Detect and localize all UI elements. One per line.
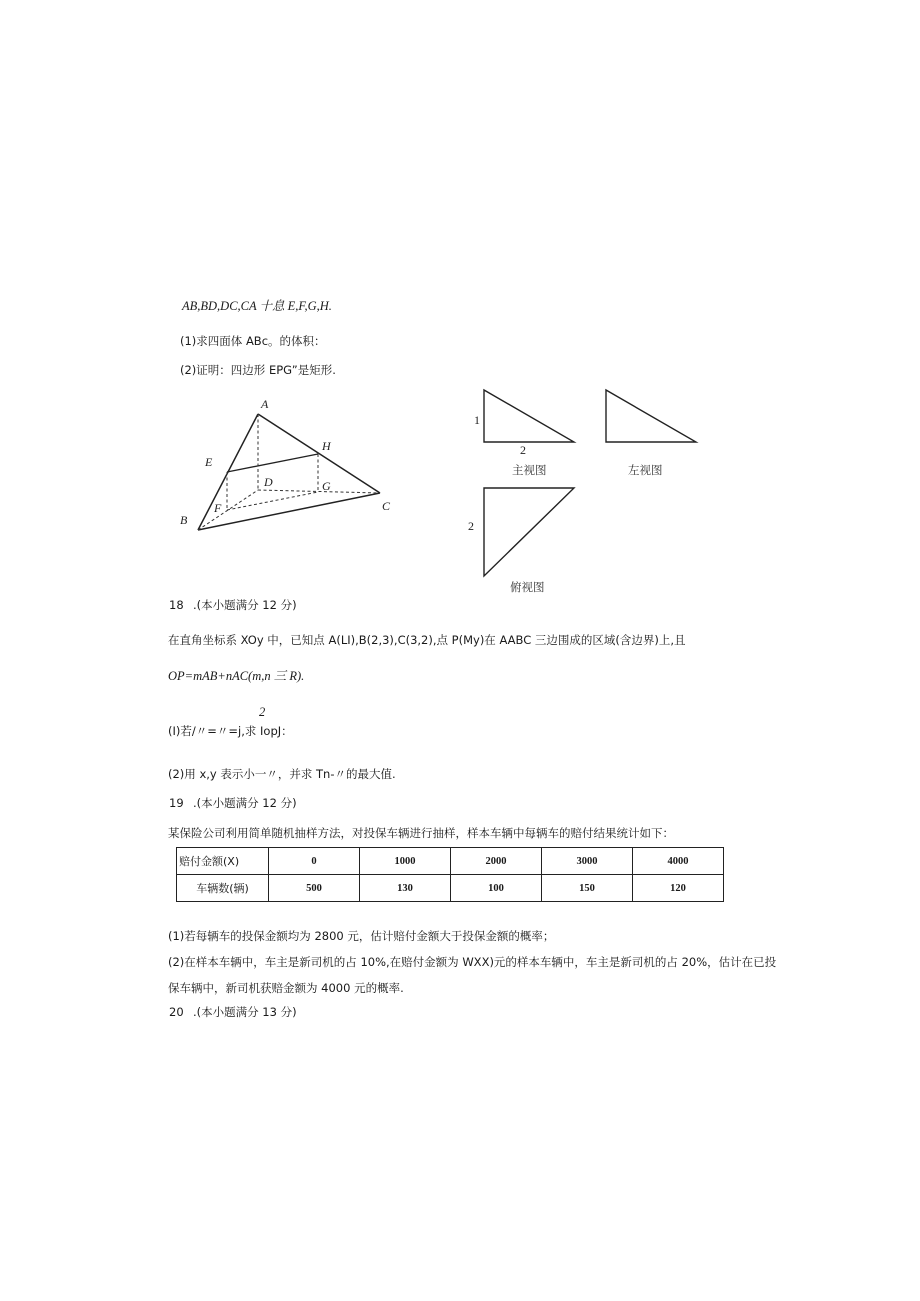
tetrahedron-figure — [170, 392, 400, 542]
table-cell: 130 — [360, 875, 451, 902]
table-row-header-amount: 赔付金额(X) — [177, 848, 269, 875]
table-cell: 120 — [633, 875, 724, 902]
table-cell: 4000 — [633, 848, 724, 875]
problem-18-fraction-denominator: 2 — [259, 705, 266, 719]
edge-bc — [198, 493, 380, 530]
label-f: F — [214, 501, 222, 515]
top-view-height: 2 — [468, 519, 474, 533]
label-g: G — [322, 479, 331, 493]
table-row-header-count: 车辆数(辆) — [177, 875, 269, 902]
front-view-caption: 主视图 — [512, 463, 547, 477]
problem-18-number: 18 — [169, 598, 184, 612]
problem-17-part-1: (1)求四面体 ABc。的体积： — [180, 334, 326, 348]
problem-19-part-1: (1)若每辆车的投保金额均为 2800 元，估计赔付金额大于投保金额的概率； — [168, 929, 555, 943]
top-view-caption: 俯视图 — [510, 580, 545, 594]
label-h: H — [322, 439, 331, 453]
segment-eh — [227, 454, 318, 472]
problem-19-number: 19 — [169, 796, 184, 810]
label-d: D — [264, 475, 273, 489]
front-view-width: 2 — [520, 443, 526, 457]
table-cell: 500 — [269, 875, 360, 902]
problem-18-formula: OP=mAB+nAC(m,n 三 R). — [168, 669, 305, 683]
problem-18-part-1: (I)若/〃=〃=j,求 IopJ： — [168, 724, 293, 738]
table-cell: 1000 — [360, 848, 451, 875]
label-a: A — [261, 397, 269, 411]
table-row — [177, 875, 724, 902]
side-view-triangle — [606, 390, 696, 442]
problem-18-statement: 在直角坐标系 XOy 中，已知点 A(LI),B(2,3),C(3,2),点 P(My)在 AABC 三边围成的区域(含边界)上,且 — [168, 633, 686, 647]
problem-17-intro: AB,BD,DC,CA 十息 E,F,G,H. — [182, 299, 332, 313]
label-e: E — [205, 455, 213, 469]
table-cell: 2000 — [451, 848, 542, 875]
problem-20-heading: .(本小题满分 13 分) — [193, 1005, 297, 1019]
side-view-caption: 左视图 — [628, 463, 663, 477]
edge-ac — [258, 414, 380, 493]
label-b: B — [180, 513, 188, 527]
problem-20-number: 20 — [169, 1005, 184, 1019]
problem-17-part-2: (2)证明：四边形 EPG”是矩形. — [180, 363, 336, 377]
table-cell: 3000 — [542, 848, 633, 875]
table-row — [177, 848, 724, 875]
claims-table — [176, 847, 724, 902]
table-cell: 100 — [451, 875, 542, 902]
problem-19-part-2-line-1: (2)在样本车辆中，车主是新司机的占 10%,在赔付金额为 WXX)元的样本车辆中，车主是新司机的占 20%，估计在已投 — [168, 955, 777, 969]
problem-19-part-2-line-2: 保车辆中，新司机获赔金额为 4000 元的概率. — [168, 981, 404, 995]
three-view-figure — [460, 386, 720, 596]
table-cell: 0 — [269, 848, 360, 875]
label-c: C — [382, 499, 391, 513]
top-view-triangle — [484, 488, 574, 576]
table-cell: 150 — [542, 875, 633, 902]
edge-dc — [258, 490, 380, 493]
problem-19-heading: .(本小题满分 12 分) — [193, 796, 297, 810]
front-view-triangle — [484, 390, 574, 442]
problem-18-heading: .(本小题满分 12 分) — [193, 598, 297, 612]
problem-18-part-2: (2)用 x,y 表示小一〃，并求 Tn-〃的最大值. — [168, 767, 396, 781]
front-view-height: 1 — [474, 413, 480, 427]
problem-19-statement: 某保险公司利用简单随机抽样方法，对投保车辆进行抽样，样本车辆中每辆车的赔付结果统计如下： — [168, 826, 674, 840]
